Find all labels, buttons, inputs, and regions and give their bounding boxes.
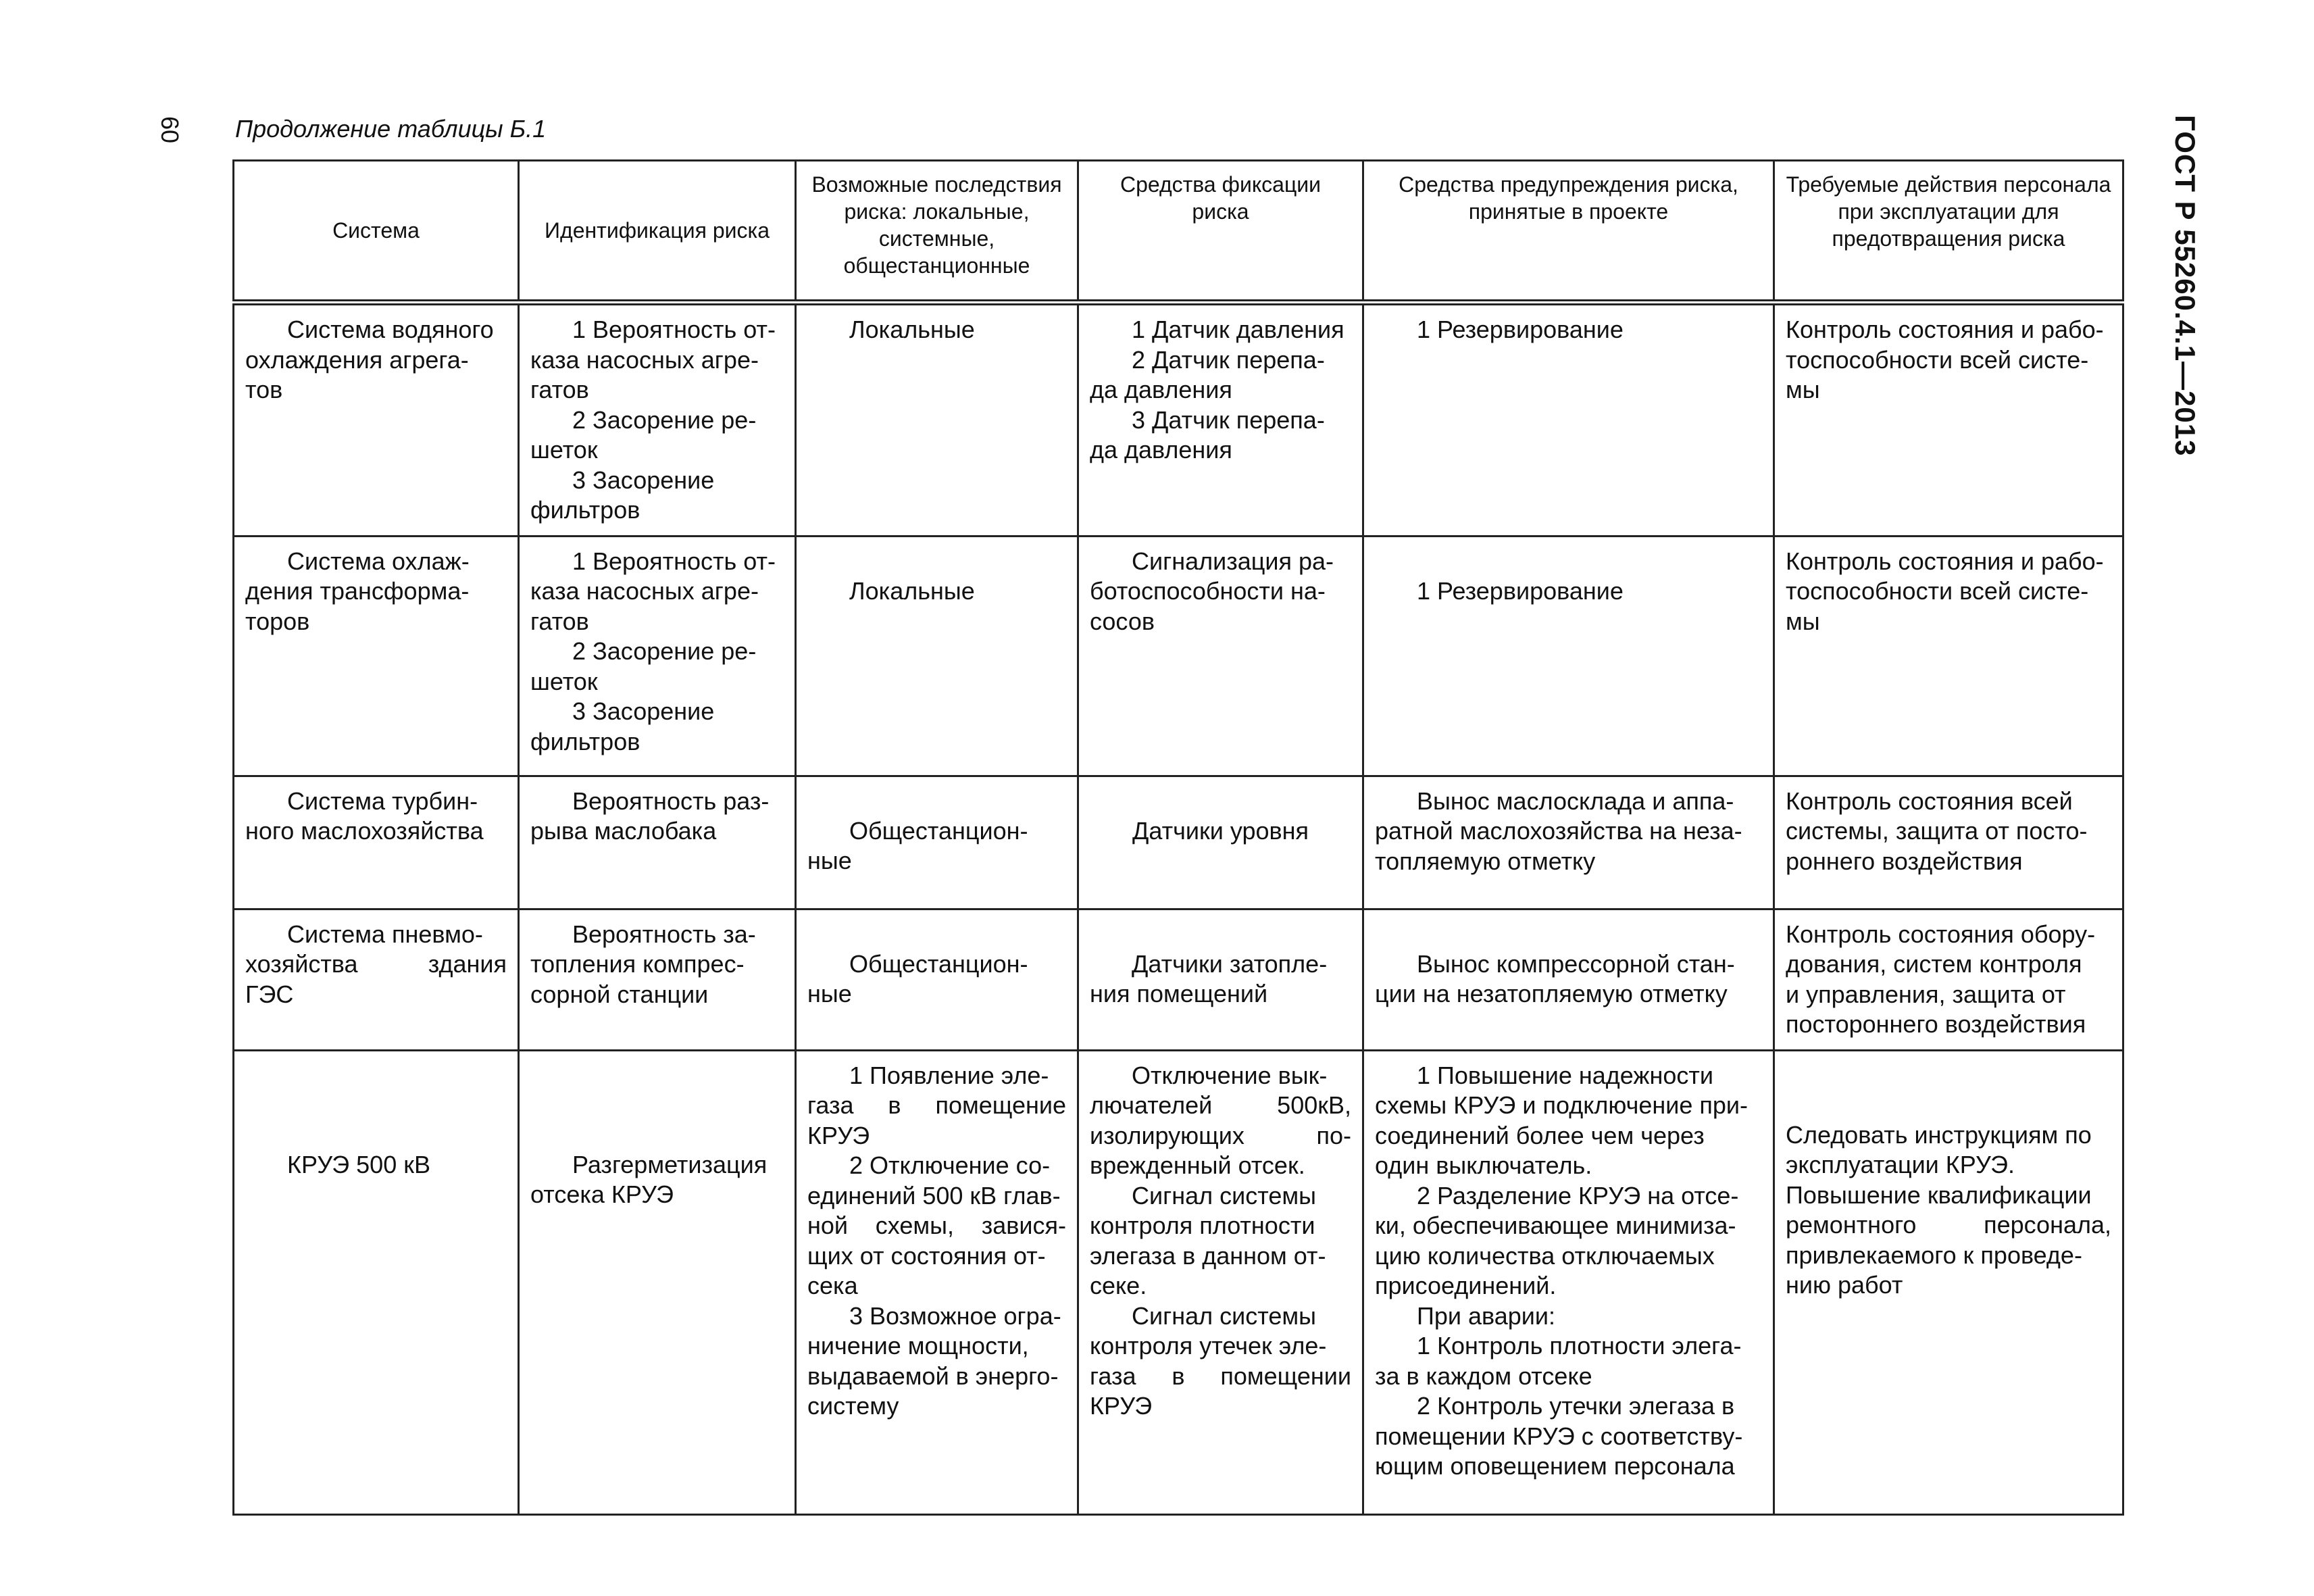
text-line: Система охлаж- bbox=[287, 547, 470, 575]
header-fixation-means: Средства фиксации риска bbox=[1078, 161, 1363, 303]
text-line: Датчики затопле- bbox=[1132, 949, 1328, 978]
text-line: газа в помещении bbox=[1090, 1362, 1351, 1390]
text-line: Общестанцион- bbox=[849, 949, 1028, 978]
text-line: Контроль состояния и рабо- bbox=[1786, 316, 2104, 343]
text-line: 3 Засорение bbox=[572, 466, 715, 494]
page-number: 60 bbox=[156, 116, 184, 144]
table-row bbox=[234, 909, 2123, 1050]
text-line: Система турбин- bbox=[287, 787, 478, 815]
cell-system bbox=[234, 303, 519, 537]
text-line: системы, защита от посто- bbox=[1786, 817, 2088, 845]
cell-prevention bbox=[1363, 303, 1774, 537]
cell-risk bbox=[519, 536, 796, 776]
cell-system bbox=[234, 1050, 519, 1514]
text-line: шеток bbox=[530, 667, 598, 695]
text-line: Система водяного bbox=[287, 316, 494, 343]
text-line: 1 Повышение надежности bbox=[1417, 1061, 1713, 1089]
cell-risk bbox=[519, 776, 796, 909]
text-line: сорной станции bbox=[530, 980, 709, 1008]
text-line: Система пневмо- bbox=[287, 920, 483, 948]
text-line: ной схемы, завися- bbox=[807, 1212, 1066, 1239]
text-line: рыва маслобака bbox=[530, 817, 717, 845]
text-line: секе. bbox=[1090, 1272, 1147, 1299]
text-line: ратной маслохозяйства на неза- bbox=[1375, 817, 1742, 845]
cell-consequences bbox=[796, 1050, 1078, 1514]
text-line: 1 Вероятность от- bbox=[572, 316, 776, 343]
cell-consequences bbox=[796, 776, 1078, 909]
text-line: привлекаемого к проведе- bbox=[1786, 1241, 2082, 1269]
cell-fixation bbox=[1078, 909, 1363, 1050]
text-line: ГЭС bbox=[245, 980, 294, 1008]
text-line: 2 Разделение КРУЭ на отсе- bbox=[1417, 1181, 1739, 1210]
table-row bbox=[234, 536, 2123, 776]
cell-consequences bbox=[796, 303, 1078, 537]
text-line: КРУЭ bbox=[807, 1121, 870, 1149]
text-line: Отключение вык- bbox=[1132, 1061, 1328, 1089]
header-risk-identification: Идентификация риска bbox=[519, 161, 796, 303]
text-line: один выключатель. bbox=[1375, 1151, 1592, 1179]
text-line: Датчики уровня bbox=[1132, 816, 1309, 845]
text-line: тоспособности всей систе- bbox=[1786, 577, 2089, 605]
text-line: сека bbox=[807, 1272, 858, 1299]
text-line: Сигнал системы bbox=[1132, 1301, 1316, 1330]
text-line: постороннего воздействия bbox=[1786, 1010, 2086, 1038]
text-line: торов bbox=[245, 607, 310, 635]
text-line: Локальные bbox=[849, 576, 975, 605]
text-line: фильтров bbox=[530, 727, 640, 755]
text-line: шеток bbox=[530, 436, 598, 464]
text-line: ного маслохозяйства bbox=[245, 817, 484, 845]
text-line: эксплуатации КРУЭ. bbox=[1786, 1151, 2015, 1178]
text-line: щих от состояния от- bbox=[807, 1241, 1046, 1270]
risk-table bbox=[232, 159, 2124, 1516]
text-line: топления компрес- bbox=[530, 950, 745, 978]
text-line: ки, обеспечивающее минимиза- bbox=[1375, 1212, 1736, 1239]
text-line: присоединений. bbox=[1375, 1272, 1557, 1299]
text-line: 1 Резервирование bbox=[1417, 316, 1624, 343]
text-line: тоспособности всей систе- bbox=[1786, 345, 2089, 374]
text-line: Следовать инструкциям по bbox=[1786, 1120, 2092, 1149]
cell-risk bbox=[519, 303, 796, 537]
cell-consequences bbox=[796, 536, 1078, 776]
text-line: да давления bbox=[1090, 376, 1232, 403]
text-line: нию работ bbox=[1786, 1271, 1903, 1299]
text-line: 1 Резервирование bbox=[1417, 576, 1624, 605]
cell-fixation bbox=[1078, 1050, 1363, 1514]
text-line: роннего воздействия bbox=[1786, 847, 2023, 875]
text-line: хозяйства здания bbox=[245, 950, 507, 978]
text-line: КРУЭ 500 кВ bbox=[287, 1150, 430, 1178]
text-line: контроля плотности bbox=[1090, 1212, 1315, 1239]
text-line: мы bbox=[1786, 376, 1820, 403]
text-line: Вероятность раз- bbox=[572, 787, 770, 815]
text-line: изолирующих по- bbox=[1090, 1121, 1351, 1149]
cell-system bbox=[234, 536, 519, 776]
text-line: ботоспособности на- bbox=[1090, 577, 1326, 605]
cell-prevention bbox=[1363, 909, 1774, 1050]
text-line: КРУЭ bbox=[1090, 1392, 1153, 1420]
text-line: ничение мощности, bbox=[807, 1332, 1029, 1360]
cell-consequences bbox=[796, 909, 1078, 1050]
text-line: ния помещений bbox=[1090, 980, 1268, 1007]
text-line: единений 500 кВ глав- bbox=[807, 1181, 1061, 1210]
text-line: дования, систем контроля bbox=[1786, 950, 2082, 978]
text-line: Сигнализация ра- bbox=[1132, 547, 1334, 575]
text-line: 2 Отключение со- bbox=[849, 1151, 1051, 1179]
text-line: 1 Вероятность от- bbox=[572, 547, 776, 575]
text-line: ющим оповещением персонала bbox=[1375, 1452, 1735, 1480]
text-line: и управления, защита от bbox=[1786, 980, 2066, 1008]
text-line: газа в помещение bbox=[807, 1091, 1066, 1119]
cell-prevention bbox=[1363, 776, 1774, 909]
text-line: Вынос компрессорной стан- bbox=[1417, 949, 1735, 978]
text-line: гатов bbox=[530, 607, 589, 635]
cell-actions bbox=[1774, 536, 2123, 776]
text-line: соединений более чем через bbox=[1375, 1121, 1705, 1149]
text-line: Общестанцион- bbox=[849, 816, 1028, 845]
cell-system bbox=[234, 909, 519, 1050]
text-line: 3 Возможное огра- bbox=[849, 1301, 1061, 1330]
text-line: гатов bbox=[530, 376, 589, 403]
cell-fixation bbox=[1078, 303, 1363, 537]
text-line: каза насосных агре- bbox=[530, 345, 759, 374]
text-line: сосов bbox=[1090, 607, 1155, 635]
text-line: цию количества отключаемых bbox=[1375, 1241, 1715, 1270]
text-line: выдаваемой в энерго- bbox=[807, 1362, 1059, 1390]
text-line: лючателей 500кВ, bbox=[1090, 1091, 1351, 1119]
text-line: да давления bbox=[1090, 436, 1232, 464]
cell-fixation bbox=[1078, 776, 1363, 909]
cell-actions bbox=[1774, 303, 2123, 537]
text-line: ции на незатопляемую отметку bbox=[1375, 980, 1728, 1007]
cell-system bbox=[234, 776, 519, 909]
text-line: Контроль состояния всей bbox=[1786, 787, 2073, 815]
text-line: 3 Датчик перепа- bbox=[1132, 405, 1325, 434]
text-line: дения трансформа- bbox=[245, 577, 470, 605]
header-personnel-actions: Требуемые действия персонала при эксплуатации для предотвращения риска bbox=[1774, 161, 2123, 303]
cell-actions bbox=[1774, 1050, 2123, 1514]
text-line: 3 Засорение bbox=[572, 697, 715, 725]
text-line: каза насосных агре- bbox=[530, 577, 759, 605]
table-row bbox=[234, 303, 2123, 537]
text-line: При аварии: bbox=[1417, 1301, 1556, 1330]
text-line: отсека КРУЭ bbox=[530, 1180, 674, 1208]
text-line: охлаждения агрега- bbox=[245, 345, 469, 374]
text-line: элегаза в данном от- bbox=[1090, 1241, 1326, 1270]
table-header-row bbox=[234, 161, 2123, 303]
text-line: Вероятность за- bbox=[572, 920, 756, 948]
cell-actions bbox=[1774, 909, 2123, 1050]
text-line: систему bbox=[807, 1392, 899, 1420]
text-line: Сигнал системы bbox=[1132, 1181, 1316, 1210]
text-line: ные bbox=[807, 847, 852, 874]
text-line: Контроль состояния обору- bbox=[1786, 920, 2096, 948]
text-line: 2 Засорение ре- bbox=[572, 637, 757, 665]
header-consequences: Возможные последствия риска: локальные, системные, общестанционные bbox=[796, 161, 1078, 303]
table-row bbox=[234, 1050, 2123, 1514]
text-line: Локальные bbox=[849, 316, 975, 343]
cell-risk bbox=[519, 1050, 796, 1514]
text-line: 1 Появление эле- bbox=[849, 1061, 1049, 1089]
text-line: фильтров bbox=[530, 496, 640, 524]
text-line: 2 Засорение ре- bbox=[572, 405, 757, 434]
text-line: ремонтного персонала, bbox=[1786, 1211, 2111, 1239]
text-line: 1 Контроль плотности элега- bbox=[1417, 1332, 1742, 1360]
cell-risk bbox=[519, 909, 796, 1050]
text-line: схемы КРУЭ и подключение при- bbox=[1375, 1091, 1749, 1119]
cell-fixation bbox=[1078, 536, 1363, 776]
table-row bbox=[234, 776, 2123, 909]
text-line: тов bbox=[245, 376, 283, 403]
text-line: ные bbox=[807, 980, 852, 1007]
text-line: 2 Контроль утечки элегаза в bbox=[1417, 1392, 1735, 1420]
text-line: Контроль состояния и рабо- bbox=[1786, 547, 2104, 575]
text-line: за в каждом отсеке bbox=[1375, 1362, 1592, 1390]
text-line: врежденный отсек. bbox=[1090, 1151, 1305, 1179]
cell-actions bbox=[1774, 776, 2123, 909]
header-system: Система bbox=[234, 161, 519, 303]
cell-prevention bbox=[1363, 536, 1774, 776]
text-line: 2 Датчик перепа- bbox=[1132, 345, 1325, 374]
text-line: Разгерметизация bbox=[572, 1150, 768, 1178]
text-line: Повышение квалификации bbox=[1786, 1180, 2092, 1209]
cell-prevention bbox=[1363, 1050, 1774, 1514]
text-line: помещении КРУЭ с соответству- bbox=[1375, 1422, 1743, 1450]
table-caption: Продолжение таблицы Б.1 bbox=[235, 115, 547, 143]
text-line: топляемую отметку bbox=[1375, 847, 1596, 875]
text-line: контроля утечек эле- bbox=[1090, 1332, 1327, 1360]
text-line: 1 Датчик давления bbox=[1132, 316, 1344, 343]
document-code: ГОСТ Р 55260.4.1—2013 bbox=[2169, 115, 2201, 457]
text-line: мы bbox=[1786, 607, 1820, 635]
header-prevention-means: Средства предупреждения риска, принятые в проекте bbox=[1363, 161, 1774, 303]
text-line: Вынос маслосклада и аппа- bbox=[1417, 787, 1734, 815]
